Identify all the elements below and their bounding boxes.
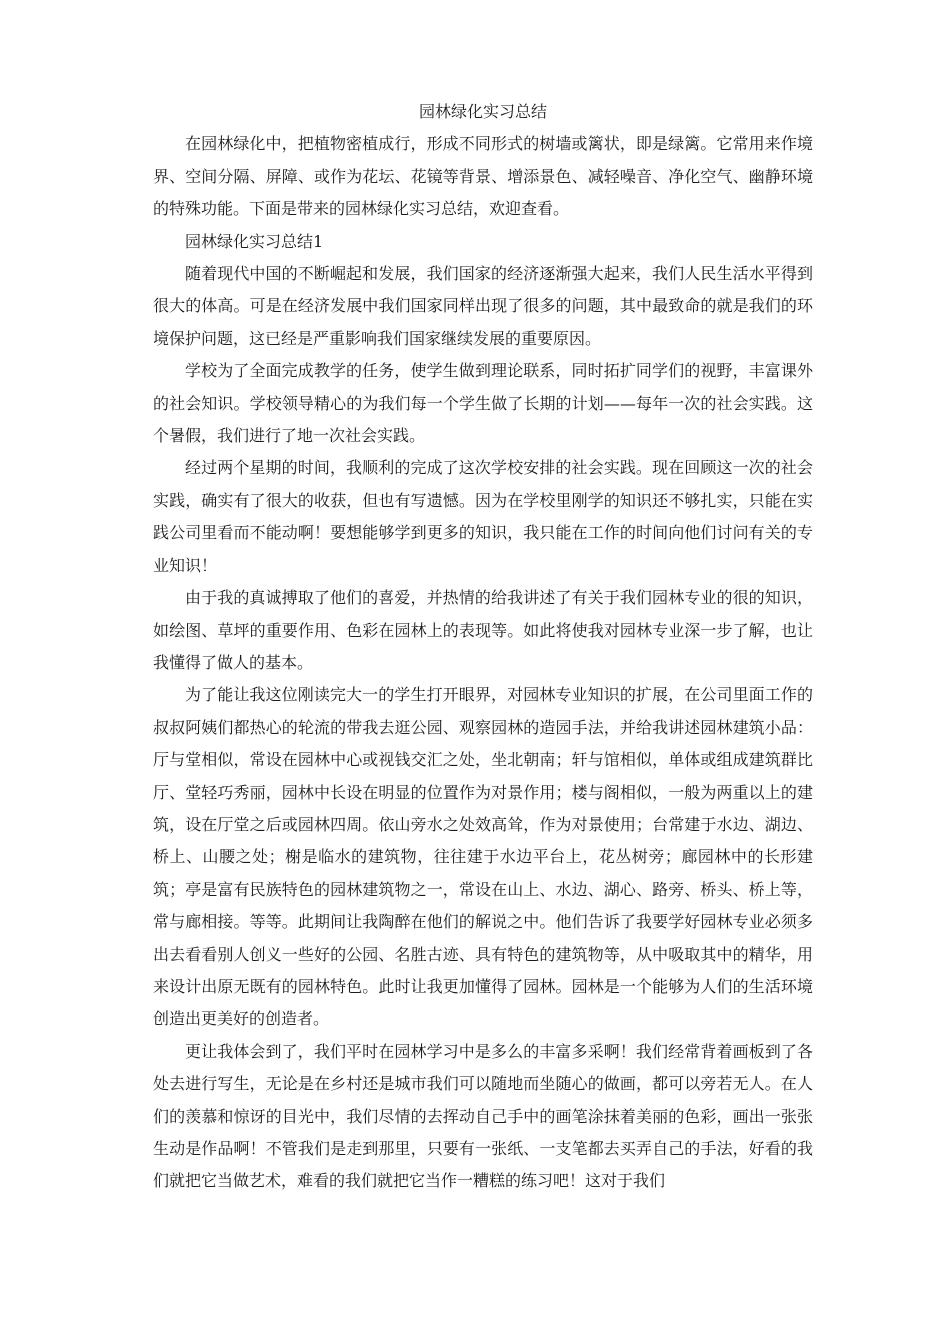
body-paragraph: 为了能让我这位刚读完大一的学生打开眼界，对园林专业知识的扩展，在公司里面工作的叔叔阿姨们都热心的轮流的带我去逛公园、观察园林的造园手法，并给我讲述园林建筑小品：厅与堂相似，常设在园林中心或视钱交汇之处，坐北朝南；轩与馆相似，单体或组成建筑群比厅、堂轻巧秀丽，园林中长设在明显的位置作为对景作用；楼与阁相似，一般为两重以上的建筑，设在厅堂之后或园林四周。依山旁水之处效高耸，作为对景使用；台常建于水边、湖边、桥上、山腰之处；榭是临水的建筑物，往往建于水边平台上，花丛树旁；廊园林中的长形建筑；亭是富有民族特色的园林建筑物之一，常设在山上、水边、湖心、路旁、桥头、桥上等，常与廊相接。等等。此期间让我陶醉在他们的解说之中。他们告诉了我要学好园林专业必须多出去看看别人创义一些好的公园、名胜古迹、具有特色的建筑物等，从中吸取其中的精华，用来设计出原无既有的园林特色。此时让我更加懂得了园林。园林是一个能够为人们的生活环境创造出更美好的创造者。 — [153, 685, 813, 1029]
body-paragraph: 随着现代中国的不断崛起和发展，我们国家的经济逐渐强大起来，我们人民生活水平得到很大的体高。可是在经济发展中我们国家同样出现了很多的问题，其中最致命的就是我们的环境保护问题，这已经是严重影响我们国家继续发展的重要原因。 — [153, 264, 813, 348]
document-title: 园林绿化实习总结 — [418, 102, 547, 121]
section-heading: 园林绿化实习总结1 — [185, 231, 324, 251]
body-paragraph: 由于我的真诚搏取了他们的喜爱，并热情的给我讲述了有关于我们园林专业的很的知识，如绘图、草坪的重要作用、色彩在园林上的表现等。如此将使我对园林专业深一步了解，也让我懂得了做人的基本。 — [153, 588, 813, 672]
body-paragraph: 更让我体会到了，我们平时在园林学习中是多么的丰富多采啊！我们经常背着画板到了各处去进行写生，无论是在乡村还是城市我们可以随地而坐随心的做画，都可以旁若无人。在人们的羡慕和惊讶的目光中，我们尽情的去挥动自己手中的画笔涂抹着美丽的色彩，画出一张张生动是作品啊！不管我们是走到那里，只要有一张纸、一支笔都去买弄自己的手法，好看的我们就把它当做艺术，难看的我们就把它当作一糟糕的练习吧！这对于我们 — [153, 1041, 813, 1191]
intro-paragraph: 在园林绿化中，把植物密植成行，形成不同形式的树墙或篱状，即是绿篱。它常用来作境界、空间分隔、屏障、或作为花坛、花镜等背景、增添景色、减轻噪音、净化空气、幽静环境的特殊功能。下面是带来的园林绿化实习总结，欢迎查看。 — [153, 134, 813, 219]
document-body — [153, 96, 813, 1198]
body-paragraph: 经过两个星期的时间，我顺利的完成了这次学校安排的社会实践。现在回顾这一次的社会实践，确实有了很大的收获，但也有写遗憾。因为在学校里刚学的知识还不够扎实，只能在实践公司里看而不能动啊！要想能够学到更多的知识，我只能在工作的时间向他们讨问有关的专业知识！ — [153, 458, 813, 575]
body-paragraph: 学校为了全面完成教学的任务，使学生做到理论联系，同时拓扩同学们的视野，丰富课外的社会知识。学校领导精心的为我们每一个学生做了长期的计划——每年一次的社会实践。这个暑假，我们进行了地一次社会实践。 — [153, 361, 813, 446]
